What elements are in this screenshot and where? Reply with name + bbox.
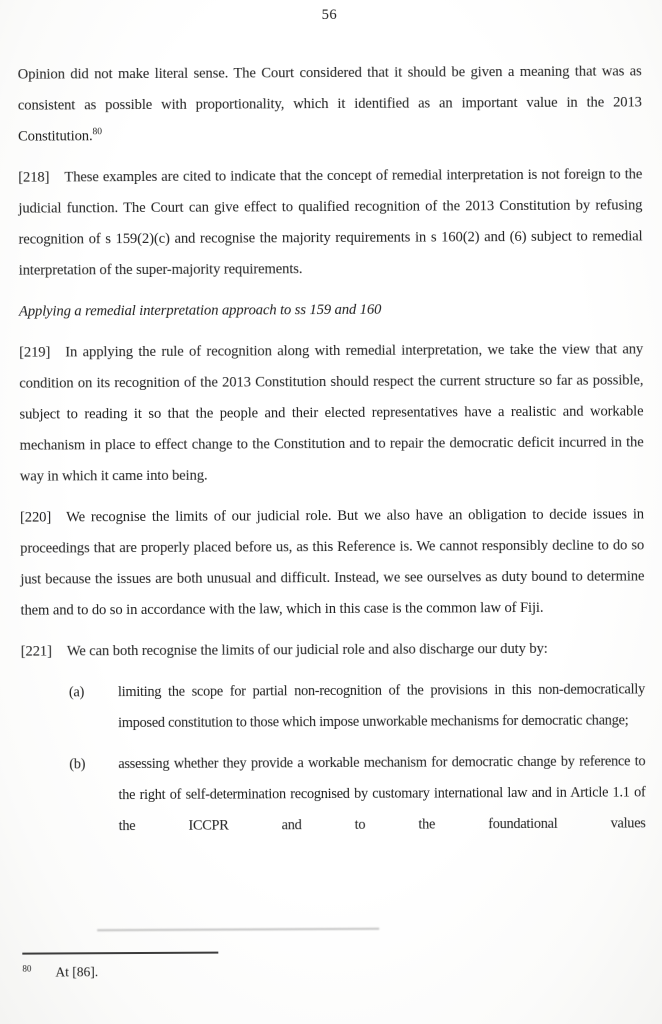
paragraph-219-text: In applying the rule of recognition along with remedial interpretation, we take the view that any condition on its recognition of the 2013 Constitution should respect the current structure so far as possible, subject to reading it so that the people and their elected representatives have a realistic and workable mechanism in place to effect change to the Constitution and to repair the democratic deficit incurred in the way in which it came into being.: [19, 341, 644, 485]
list-item-b-text: assessing whether they provide a workable mechanism for democratic change by reference to the right of self-determination recognised by customary international law and in Article 1.1 of the ICCPR and to the foundational values: [118, 753, 646, 835]
scan-artifact-line: [97, 928, 379, 931]
paragraph-218: [18, 159, 643, 286]
paragraph-220: [20, 499, 645, 626]
paragraph-220-text: We recognise the limits of our judicial role. But we also have an obligation to decide issues in proceedings that are properly placed before us, as this Reference is. We cannot responsibly decline to do so just because the issues are both unusual and difficult. Instead, we see ourselves as duty bound to determine them and to do so in accordance with the law, which in this case is the common law of Fiji.: [20, 506, 645, 619]
list-item-a: [69, 674, 645, 739]
footnote-reference-80: 80: [92, 127, 103, 138]
paragraph-219: [19, 334, 644, 492]
list-item-b: [69, 746, 645, 842]
footnote-text: At [86].: [55, 964, 99, 980]
footnote: [22, 960, 646, 981]
footnote-area: [22, 949, 646, 981]
paragraph-218-text: These examples are cited to indicate that the concept of remedial interpretation is not foreign to the judicial function. The Court can give effect to qualified recognition of the 2013 Constitution by refusing recognition of s 159(2)(c) and recognise the majority requirements in s 160(2) and (6) subject to remedial interpretation of the super-majority requirements.: [18, 166, 643, 279]
list-item-a-label: (a): [68, 684, 85, 701]
page-number: 56: [321, 6, 338, 24]
footnote-marker: 80: [22, 963, 32, 974]
paragraph-221-number: [221]: [20, 643, 52, 660]
section-heading: Applying a remedial interpretation approach to ss 159 and 160: [18, 301, 382, 320]
paragraph-221-text: We can both recognise the limits of our judicial role and also discharge our duty by:: [66, 640, 548, 660]
intro-paragraph: [18, 56, 642, 152]
intro-paragraph-text: Opinion did not make literal sense. The Court considered that it should be given a meaning that was as consistent as possible with proportionality, which it identified as an important value in the 2013 Constitution.: [17, 63, 642, 145]
paragraph-219-number: [219]: [19, 344, 51, 361]
paragraph-218-number: [218]: [18, 169, 50, 186]
paragraph-220-number: [220]: [19, 509, 52, 526]
list-item-b-label: (b): [69, 756, 86, 773]
paragraph-221: [21, 633, 645, 667]
list-item-a-text: limiting the scope for partial non-recognition of the provisions in this non-democratically imposed constitution to those which impose unworkable mechanisms for democratic change;: [117, 681, 645, 732]
footnote-separator: [22, 952, 218, 955]
